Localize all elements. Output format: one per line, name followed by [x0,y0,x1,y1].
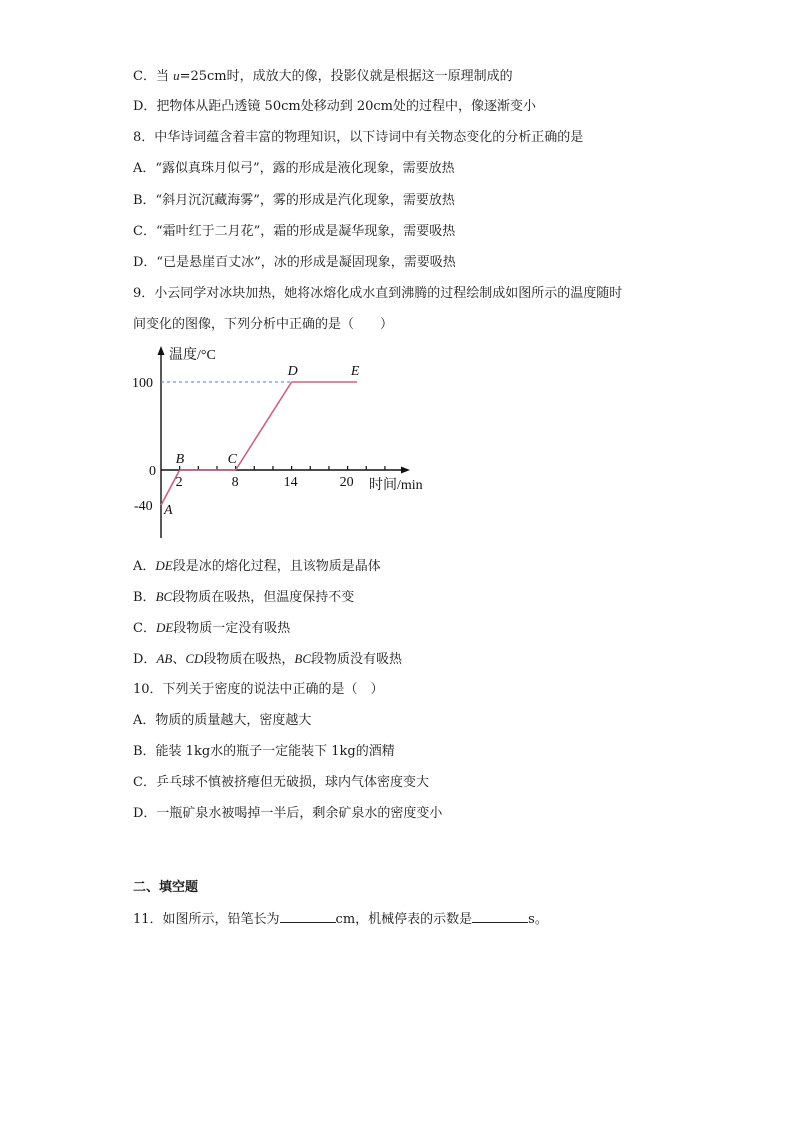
point-label-E: E [350,364,360,379]
q9-option-d: D．AB、CD段物质在吸热，BC段物质没有吸热 [133,651,403,667]
point-label-B: B [175,452,185,467]
y-tick-label: 0 [149,464,156,479]
q9-stem-line2: 间变化的图像，下列分析中正确的是（ ） [133,317,394,332]
x-tick-label: 8 [231,475,239,490]
q8-option-b: B．“斜月沉沉藏海雾”，雾的形成是汽化现象，需要放热 [133,193,455,208]
point-label-D: D [287,364,298,379]
q9-option-a: A．DE段是冰的熔化过程，且该物质是晶体 [133,558,381,574]
q9-option-b: B．BC段物质在吸热，但温度保持不变 [133,589,355,605]
q11-stem: 11．如图所示，铅笔长为 cm，机械停表的示数是 s。 [133,912,548,927]
q9-option-c: C．DE段物质一定没有吸热 [133,620,291,636]
x-axis-arrow [401,467,410,474]
x-tick-label: 20 [339,475,354,490]
q9-stem-line1: 9．小云同学对冰块加热，她将冰熔化成水直到沸腾的过程绘制成如图所示的温度随时 [133,286,623,301]
q8-option-a: A．“露似真珠月似弓”，露的形成是液化现象，需要放热 [133,161,455,176]
q10-option-d: D．一瓶矿泉水被喝掉一半后，剩余矿泉水的密度变小 [133,806,443,821]
q7-option-d: D．把物体从距凸透镜 50cm处移动到 20cm处的过程中，像逐渐变小 [133,99,536,114]
x-tick-label: 2 [175,475,183,490]
point-label-C: C [227,452,237,467]
q10-option-a: A．物质的质量越大，密度越大 [133,713,312,728]
q10-stem: 10．下列关于密度的说法中正确的是（ ） [133,682,384,697]
y-tick-label: -40 [134,499,153,515]
q7-option-c: C．当 u=25cm时，成放大的像，投影仪就是根据这一原理制成的 [133,68,513,84]
x-tick-label: 14 [283,475,298,490]
y-axis-arrow [158,346,165,355]
q10-option-b: B．能装 1kg水的瓶子一定能装下 1kg的酒精 [133,744,395,759]
answer-blank-pencil-length[interactable] [280,910,336,923]
q8-option-c: C．“霜叶红于二月花”，霜的形成是凝华现象，需要吸热 [133,224,456,239]
q10-option-c: C．乒乓球不慎被挤瘪但无破损，球内气体密度变大 [133,775,429,790]
point-label-A: A [164,503,173,519]
q8-option-d: D．“已是悬崖百丈冰”，冰的形成是凝固现象，需要吸热 [133,255,456,270]
q8-stem: 8．中华诗词蕴含着丰富的物理知识，以下诗词中有关物态变化的分析正确的是 [133,130,584,145]
y-tick-label: 100 [132,376,153,391]
section-heading-fill-in: 二、填空题 [133,880,199,895]
answer-blank-stopwatch-reading[interactable] [472,910,528,923]
x-axis-label: 时间/min [369,478,423,493]
segment-CD [236,382,292,470]
y-axis-label: 温度/°C [169,348,216,363]
temperature-time-graph [130,340,440,545]
